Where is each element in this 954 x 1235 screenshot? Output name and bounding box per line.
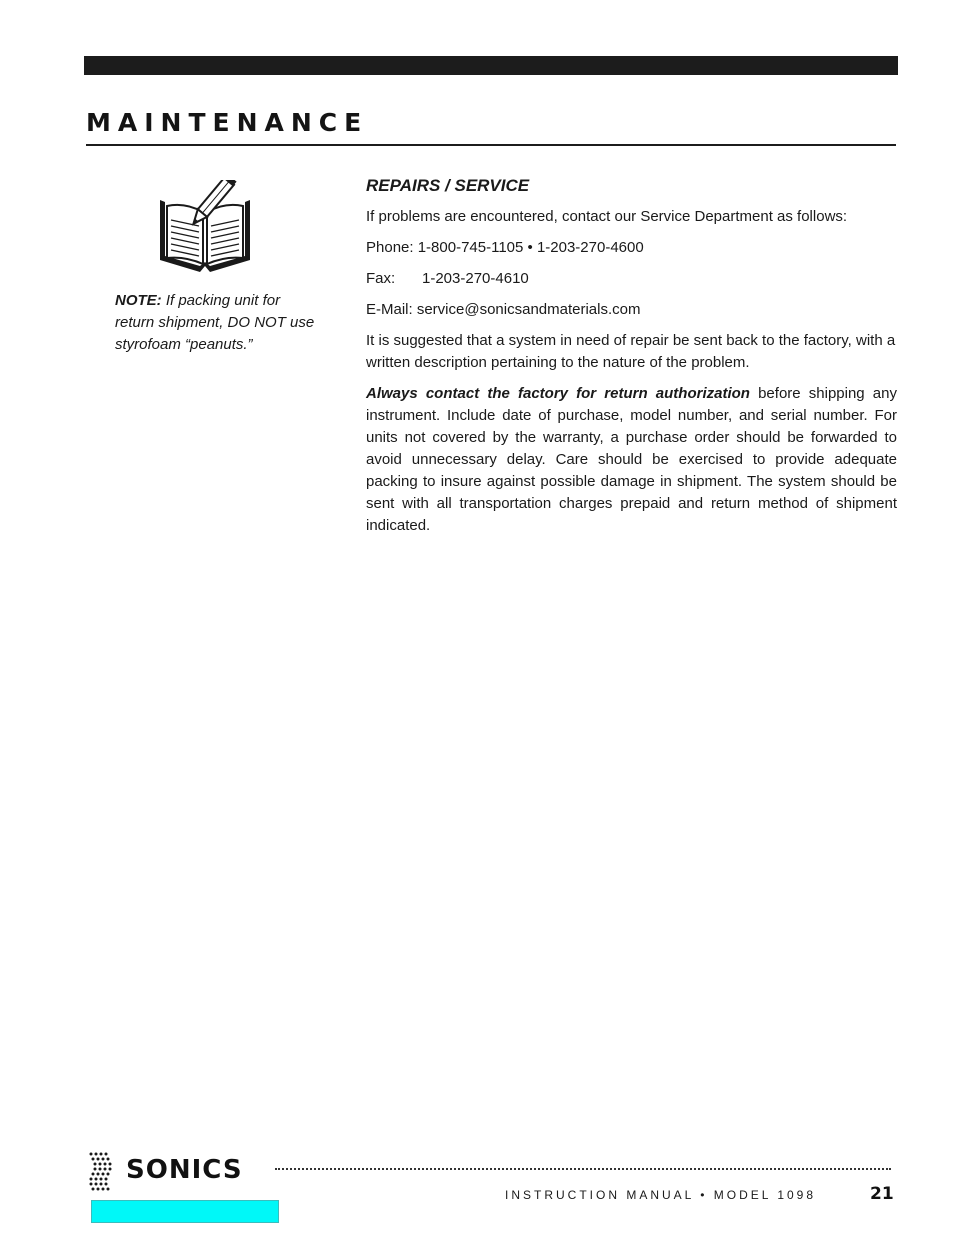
section-title: MAINTENANCE (86, 108, 369, 137)
footer-dotted-rule (275, 1168, 891, 1170)
email-row (366, 299, 897, 321)
authorization-emphasis: Always contact the factory for return authorization (366, 385, 750, 402)
phone-row (366, 237, 897, 259)
phone-label: Phone: (366, 239, 414, 256)
note-label: NOTE: (115, 292, 162, 309)
note-box (115, 290, 315, 356)
email-label: E-Mail: (366, 301, 413, 318)
page-number: 21 (870, 1184, 894, 1204)
repairs-section (366, 176, 897, 546)
suggestion-text: It is suggested that a system in need of repair be sent back to the factory, with a written description pertaining to the nature of the problem. (366, 332, 896, 371)
sonics-logo-icon (86, 1150, 122, 1192)
authorization-text: before shipping any instrument. Include date of purchase, model number, and serial number. For units not covered by the warranty, a purchase order should be forwarded to avoid unnecessary delay. Care should be exercised to provide adequate packing to insure against possible damage in shipment. The system should be sent with all transportation charges prepaid and return method of shipment indicated. (366, 385, 897, 534)
book-pencil-icon (155, 180, 255, 275)
authorization-paragraph (366, 383, 897, 537)
fax-value: 1-203-270-4610 (422, 270, 529, 287)
note-text: If packing unit for return shipment, DO NOT use styrofoam “peanuts.” (115, 292, 315, 353)
highlight-bar (91, 1200, 279, 1223)
manual-title: INSTRUCTION MANUAL • MODEL 1098 (505, 1188, 817, 1202)
sonics-logo (86, 1150, 271, 1194)
fax-row (366, 268, 897, 290)
intro-text: If problems are encountered, contact our Service Department as follows: (366, 208, 848, 225)
repairs-heading: REPAIRS / SERVICE (366, 176, 530, 195)
fax-label: Fax: (366, 270, 396, 287)
logo-text: SONICS (126, 1155, 243, 1185)
title-rule (86, 144, 896, 146)
email-value: service@sonicsandmaterials.com (416, 301, 641, 318)
header-bar (84, 56, 898, 75)
phone-value: 1-800-745-1105 • 1-203-270-4600 (417, 239, 644, 256)
